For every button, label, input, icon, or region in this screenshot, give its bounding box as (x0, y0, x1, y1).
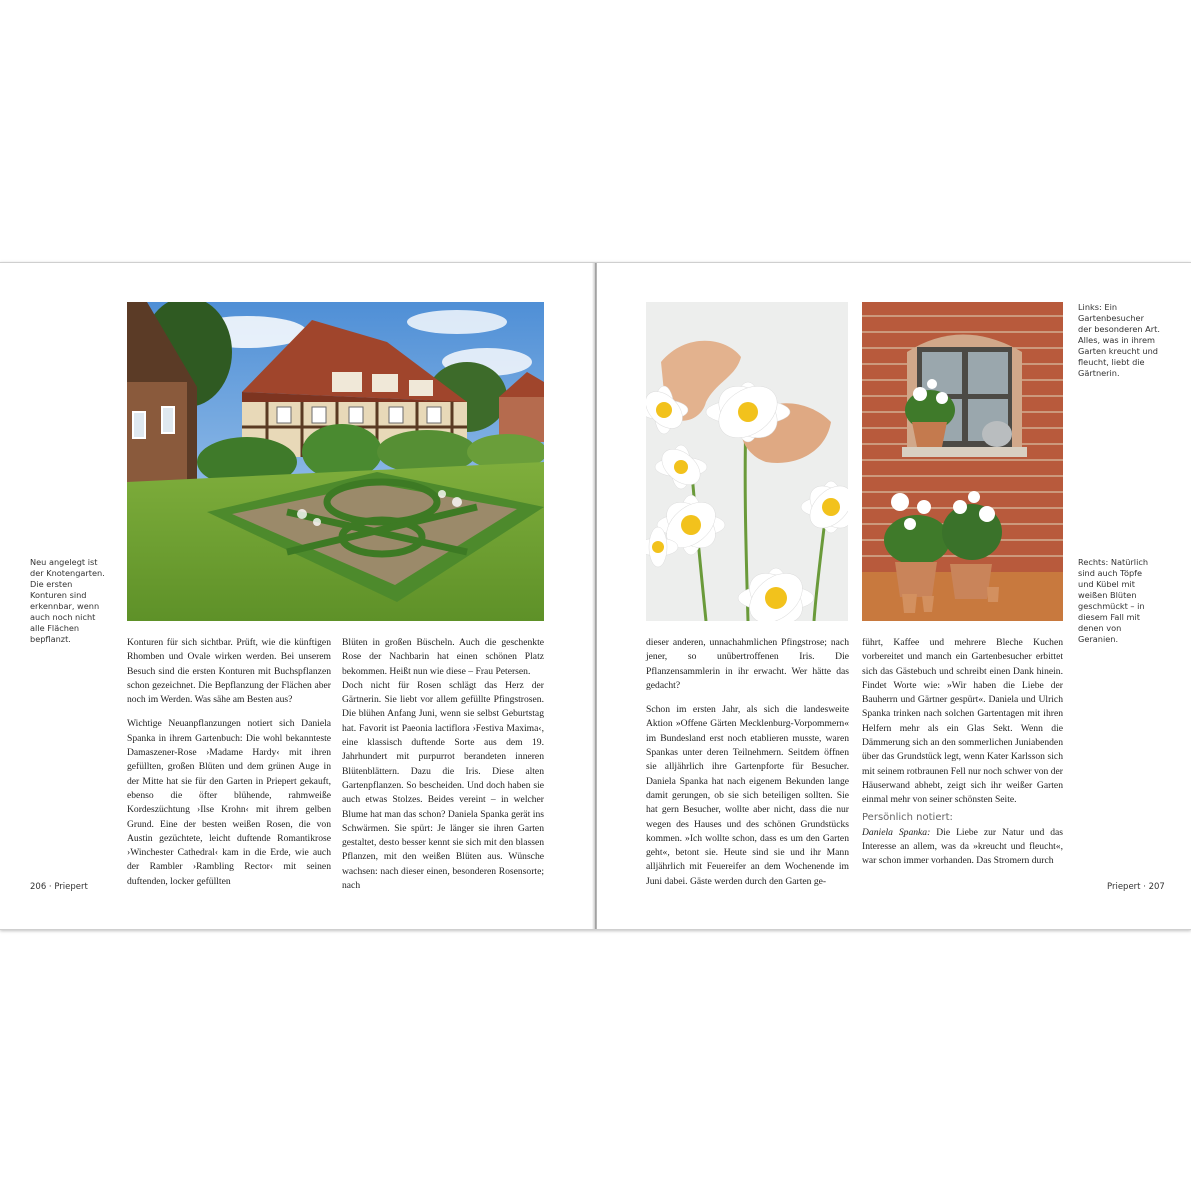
paragraph: Wichtige Neuanpflanzungen notiert sich Daniela Spanka in ihrem Gartenbuch: Die wohl bekannteste Damaszener-Rose ›Madame Hardy‹ mit ihren gefüllten, großen Blüten und dem grünen Auge in der Mitte hat sie für den Garten in Priepert gekauft, ebenso die öfter blühende, rahmweiße Kordeszüchtung ›Ilse Krohn‹ mit ihrem gelben Grund. Eine der besten weißen Rosen, die von Austin gezüchtete, leicht duftende Romantikrose ›Winchester Cathedral‹ kam in die Erde, wie auch der Rambler ›Rambling Rector‹ mit seinen duftenden, locker gefüllten (127, 718, 331, 887)
paragraph-text: Die Liebe zur Natur und das Interesse an allem, was da »kreucht und fleucht«, war schon immer vorhanden. Das Stromern durch (862, 826, 1064, 867)
knot-garden-photo (127, 302, 544, 621)
photo-caption-bottom: Rechts: Natürlich sind auch Töpfe und Kübel mit weißen Blüten geschmückt – in diesem Fall mit denen von Geranien. (1078, 557, 1149, 644)
text-column-1 (127, 636, 331, 899)
interviewee-name: Daniela Spanka: (862, 826, 931, 838)
photo-caption-knot-garden: Neu angelegt ist der Knotengarten. Die ersten Konturen sind erkennbar, wenn auch noch nicht alle Flächen bepflanzt. (30, 557, 105, 644)
paragraph: Blüten in großen Büscheln. Auch die geschenkte Rose der Nachbarin hat einen schönen Platz bekommen. Heißt nun wie diese – Frau Petersen. (342, 637, 544, 677)
right-page (597, 263, 1191, 929)
paragraph: führt, Kaffee und mehrere Bleche Kuchen vorbereitet und manch ein Gartenbesucher erbittet sich das Gästebuch und schreibt einen Dank hinein. Findet Worte wie: »Wir haben die Liebe der Bauherrn und Gärtner gespürt«. Daniela und Ulrich Spanka trinken nach solchen Gartentagen mit ihren Helfern mehr als ein Glas Sekt. Wenn die Dämmerung sich an den sommerlichen Juniabenden über das Grundstück legt, wenn Kater Karlsson sich mit seinem rotbraunen Fell nur noch schwer von der Häuserwand abhebt, zeigt sich ihr weißer Garten einmal mehr von seiner schönsten Seite. (862, 637, 1063, 806)
paragraph: Doch nicht für Rosen schlägt das Herz der Gärtnerin. Sie liebt vor allem gefüllte Pfingstrosen. Die blühen Anfang Juni, wenn sie selbst Geburtstag hat. Favorit ist Paeonia lactiflora ›Festiva Maxima‹, eine klassisch duftende Sorte aus dem 19. Jahrhundert mit purpurrot berandeten inneren Blütenblättern. Dazu die Iris. Diese alten Gartenpflanzen. So bescheiden. Und doch haben sie auch etwas Stolzes. Beides vereint – in welcher Blume hat man das schon? Daniela Spanka gerät ins Schwärmen. Sie spürt: Je länger sie ihren Garten gestaltet, desto besser kennt sie sich mit den blassen Pflanzen, mit den weißen Blüten aus. Wünsche wachsen: nach dieser einen, besonderen Rosensorte; nach (342, 679, 544, 892)
paragraph: Konturen für sich sichtbar. Prüft, wie die künftigen Rhomben und Ovale wirken werden. Bei unserem Besuch sind die ersten Konturen mit Buchspflanzen schon gezeichnet. Die Bepflanzung der Flächen aber noch im Werden. Was sähe am Besten aus? (127, 637, 331, 706)
section-heading: Persönlich notiert: (862, 811, 953, 823)
paragraph: dieser anderen, unnachahmlichen Pfingstrose; nach jener, so unübertroffenen Iris. Die Pflanzensammlerin in ihr erwacht. Wer hätte das gedacht? (646, 637, 849, 691)
daisies-hands-photo (646, 302, 848, 621)
paragraph (862, 826, 1063, 869)
text-column-4 (862, 636, 1063, 879)
photo-caption-top: Links: Ein Gartenbesucher der besonderen Art. Alles, was in ihrem Garten kreucht und fleucht, liebt die Gärtnerin. (1078, 302, 1160, 378)
page-folio-right: Priepert · 207 (1107, 882, 1165, 892)
window-geraniums-photo (862, 302, 1063, 621)
text-column-2 (342, 636, 544, 903)
text-column-3 (646, 636, 849, 899)
paragraph: Schon im ersten Jahr, als sich die landesweite Aktion »Offene Gärten Mecklenburg-Vorpommern« im Bundesland erst noch etablieren musste, waren Spankas unter deren Teilnehmern. Seitdem öffnen sie alljährlich ihre Gartenpforte für Besucher. Daniela Spanka hat nach eigenem Bekunden lange damit gerungen, ob sie sich beteiligen sollten. Sie hat gern Besucher, wollte aber nicht, dass die nur wegen des Hauses und des schönen Grundstücks kommen. »Ich wollte schon, dass es um den Garten geht«, betont sie. Heute sind sie und ihr Mann alljährlich mit Feuereifer an dem Wochenende im Juni dabei. Gäste werden durch den Garten ge- (646, 704, 849, 887)
left-page (0, 263, 594, 929)
book-spread (0, 262, 1191, 930)
page-folio-left: 206 · Priepert (30, 882, 88, 892)
